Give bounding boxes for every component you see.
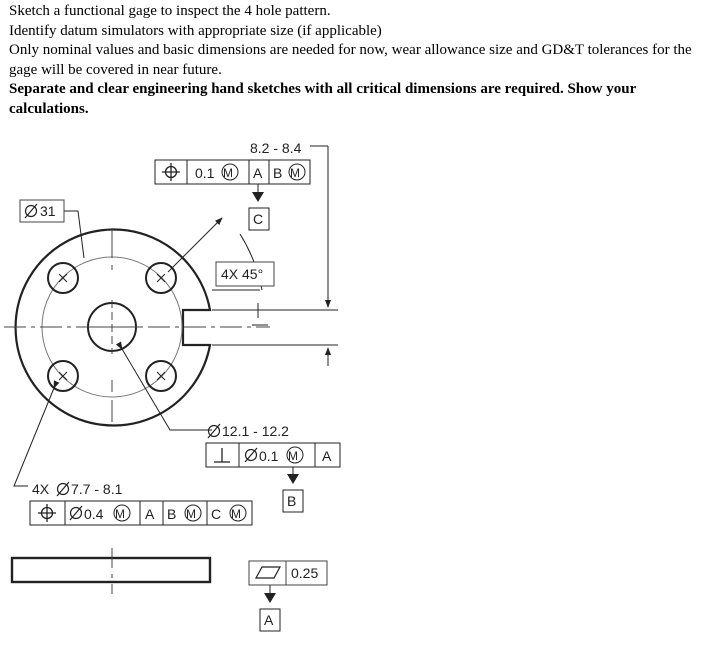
hole-bottom-left [48,361,78,391]
bolt-circle-callout [20,200,84,258]
instruction-line-2: Identify datum simulators with appropriate size (if applicable) [9,22,382,39]
slot-fcf-modifier: M [223,166,233,180]
center-fcf-tolerance: 0.1 [259,448,279,464]
flatness-fcf-tolerance: 0.25 [291,565,319,581]
datum-b-label: B [287,493,297,509]
datum-a-label: A [264,612,274,628]
holes-fcf-modifier: M [115,507,125,521]
holes-fcf-datum-b: B [167,506,177,522]
holes-count: 4X [32,481,50,497]
instruction-line-3: Only nominal values and basic dimensions are needed for now, wear allowance size and GD&T tolerances for the gage will be covered in near future. [9,42,692,78]
center-hole-size: 12.1 - 12.2 [222,423,289,439]
center-fcf-datum-a: A [322,448,332,464]
center-fcf-modifier: M [288,449,298,463]
center-fcf [206,443,340,467]
perpendicularity-icon [214,448,230,462]
slot-width-dimension: 8.2 - 8.4 [250,140,302,156]
holes-fcf-datum-c-modifier: M [231,507,241,521]
slot-fcf-datum-b: B [273,165,283,181]
holes-fcf-tolerance: 0.4 [84,506,104,522]
datum-b-feature [283,467,303,512]
diameter-icon [57,482,69,496]
slot-fcf-datum-b-modifier: M [290,166,300,180]
holes-callout [32,481,123,497]
holes-leader [14,388,54,486]
holes-size: 7.7 - 8.1 [71,481,123,497]
slot-fcf-datum-a: A [253,165,263,181]
diameter-icon [25,204,37,218]
holes-fcf-datum-b-modifier: M [186,507,196,521]
datum-c-feature [249,184,269,230]
instruction-line-4: Separate and clear engineering hand sketches with all critical dimensions are required. Show your calculations. [9,81,636,117]
bolt-circle-value: 31 [40,203,56,219]
flatness-icon [256,567,280,578]
hole-top-right [146,263,176,293]
slot-fcf [155,160,310,184]
diameter-icon [245,448,257,462]
diameter-icon [208,424,220,438]
slot-fcf-tolerance: 0.1 [195,165,215,181]
flatness-fcf [249,561,327,585]
holes-fcf [30,501,252,525]
datum-c-label: C [253,211,264,227]
holes-fcf-datum-c: C [211,506,222,522]
angle-label: 4X 45° [221,266,264,282]
holes-fcf-datum-a: A [145,506,155,522]
diameter-icon [70,506,82,520]
center-hole-callout [208,423,289,439]
hole-bottom-right [146,361,176,391]
hole-top-left [48,263,78,293]
datum-a-feature [260,585,280,631]
instruction-line-1: Sketch a functional gage to inspect the 4 hole pattern. [9,3,331,19]
side-view [12,548,210,594]
position-icon [162,163,180,181]
position-icon [38,504,56,522]
